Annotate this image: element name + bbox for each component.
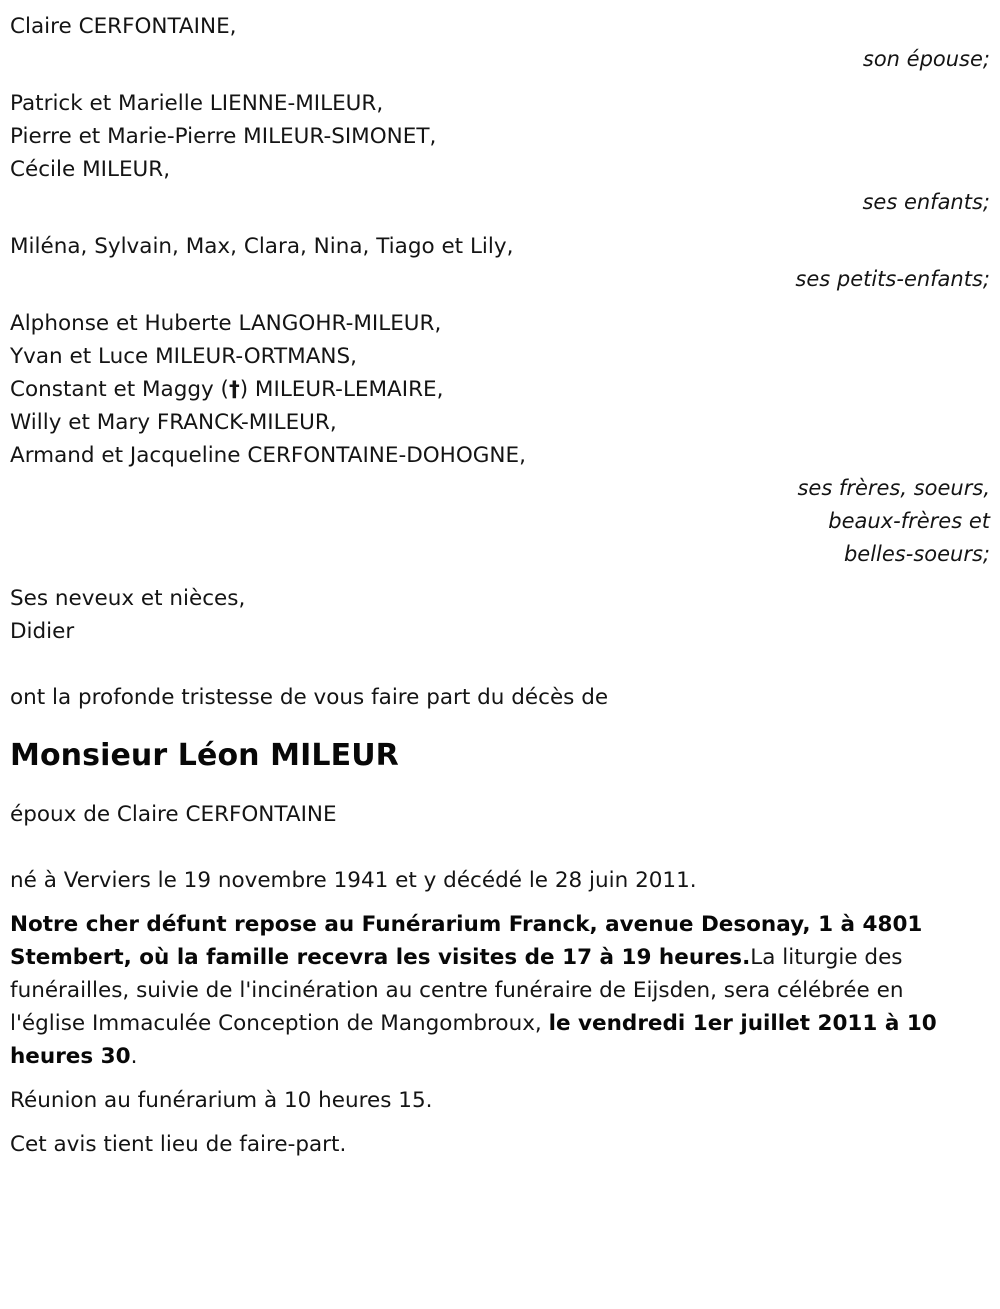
name-line: Patrick et Marielle LIENNE-MILEUR, bbox=[10, 91, 384, 116]
relation-group-children bbox=[10, 87, 990, 219]
names-list-children bbox=[10, 87, 990, 186]
name-suffix: ) MILEUR-LEMAIRE, bbox=[239, 377, 444, 402]
name-line: Pierre et Marie-Pierre MILEUR-SIMONET, bbox=[10, 124, 437, 149]
ceremony-datetime-bold: le vendredi 1er juillet 2011 à 10 heures 30 bbox=[10, 1011, 937, 1069]
role-line: ses frères, soeurs, bbox=[797, 476, 990, 500]
role-label-grandchildren: ses petits-enfants; bbox=[795, 267, 990, 291]
deceased-name: Monsieur Léon MILEUR bbox=[10, 738, 399, 773]
spacer bbox=[10, 296, 990, 307]
role-line: beaux-frères et bbox=[828, 509, 990, 533]
nephews-line: Ses neveux et nièces, bbox=[10, 586, 246, 611]
relation-group-grandchildren bbox=[10, 230, 990, 296]
funeral-arrangements-paragraph bbox=[10, 908, 962, 1073]
names-list-siblings bbox=[10, 307, 990, 472]
spacer bbox=[10, 648, 990, 681]
spacer bbox=[10, 714, 990, 736]
spacer bbox=[10, 897, 990, 908]
deceased-spouse-of: époux de Claire CERFONTAINE bbox=[10, 802, 337, 827]
name-line: Miléna, Sylvain, Max, Clara, Nina, Tiago et Lily, bbox=[10, 234, 514, 259]
name-line: Willy et Mary FRANCK-MILEUR, bbox=[10, 410, 337, 435]
name-line: Cécile MILEUR, bbox=[10, 157, 171, 182]
spacer bbox=[10, 76, 990, 87]
name-line: Yvan et Luce MILEUR-ORTMANS, bbox=[10, 344, 357, 369]
nephew-name: Didier bbox=[10, 619, 75, 644]
nephews-nieces-block bbox=[10, 582, 990, 648]
repose-location-bold: Notre cher défunt repose au Funérarium Franck, avenue Desonay, 1 à 4801 Stembert, où la famille recevra les visites de 17 à 19 heures. bbox=[10, 912, 923, 970]
role-label-siblings bbox=[10, 472, 990, 571]
role-label-children: ses enfants; bbox=[862, 190, 990, 214]
name-line: Claire CERFONTAINE, bbox=[10, 14, 237, 39]
reunion-line: Réunion au funérarium à 10 heures 15. bbox=[10, 1088, 433, 1113]
name-prefix: Constant et Maggy ( bbox=[10, 377, 229, 402]
faire-part-notice: Cet avis tient lieu de faire-part. bbox=[10, 1132, 347, 1157]
names-list-grandchildren bbox=[10, 230, 990, 263]
spacer bbox=[10, 219, 990, 230]
liturgy-text-part2: . bbox=[130, 1044, 138, 1069]
spacer bbox=[10, 831, 990, 864]
name-line-with-dagger bbox=[10, 373, 990, 406]
spacer bbox=[10, 776, 990, 798]
liturgy-text-part1: La liturgie des funérailles, suivie de l'incinération au centre funéraire de Eijsden, sera célébrée en l'église Immaculée Conception de Mangombroux, bbox=[10, 945, 904, 1036]
dagger-icon: † bbox=[228, 377, 240, 402]
names-list-spouse bbox=[10, 10, 990, 43]
birth-death-line: né à Verviers le 19 novembre 1941 et y décédé le 28 juin 2011. bbox=[10, 868, 697, 893]
spacer bbox=[10, 1073, 990, 1084]
spacer bbox=[10, 571, 990, 582]
name-line: Alphonse et Huberte LANGOHR-MILEUR, bbox=[10, 311, 442, 336]
role-label-spouse: son épouse; bbox=[862, 47, 990, 71]
name-line: Armand et Jacqueline CERFONTAINE-DOHOGNE, bbox=[10, 443, 526, 468]
relation-group-siblings bbox=[10, 307, 990, 571]
announcement-text: ont la profonde tristesse de vous faire part du décès de bbox=[10, 685, 609, 710]
role-line: belles-soeurs; bbox=[843, 542, 990, 566]
spacer bbox=[10, 1117, 990, 1128]
relation-group-spouse bbox=[10, 10, 990, 76]
